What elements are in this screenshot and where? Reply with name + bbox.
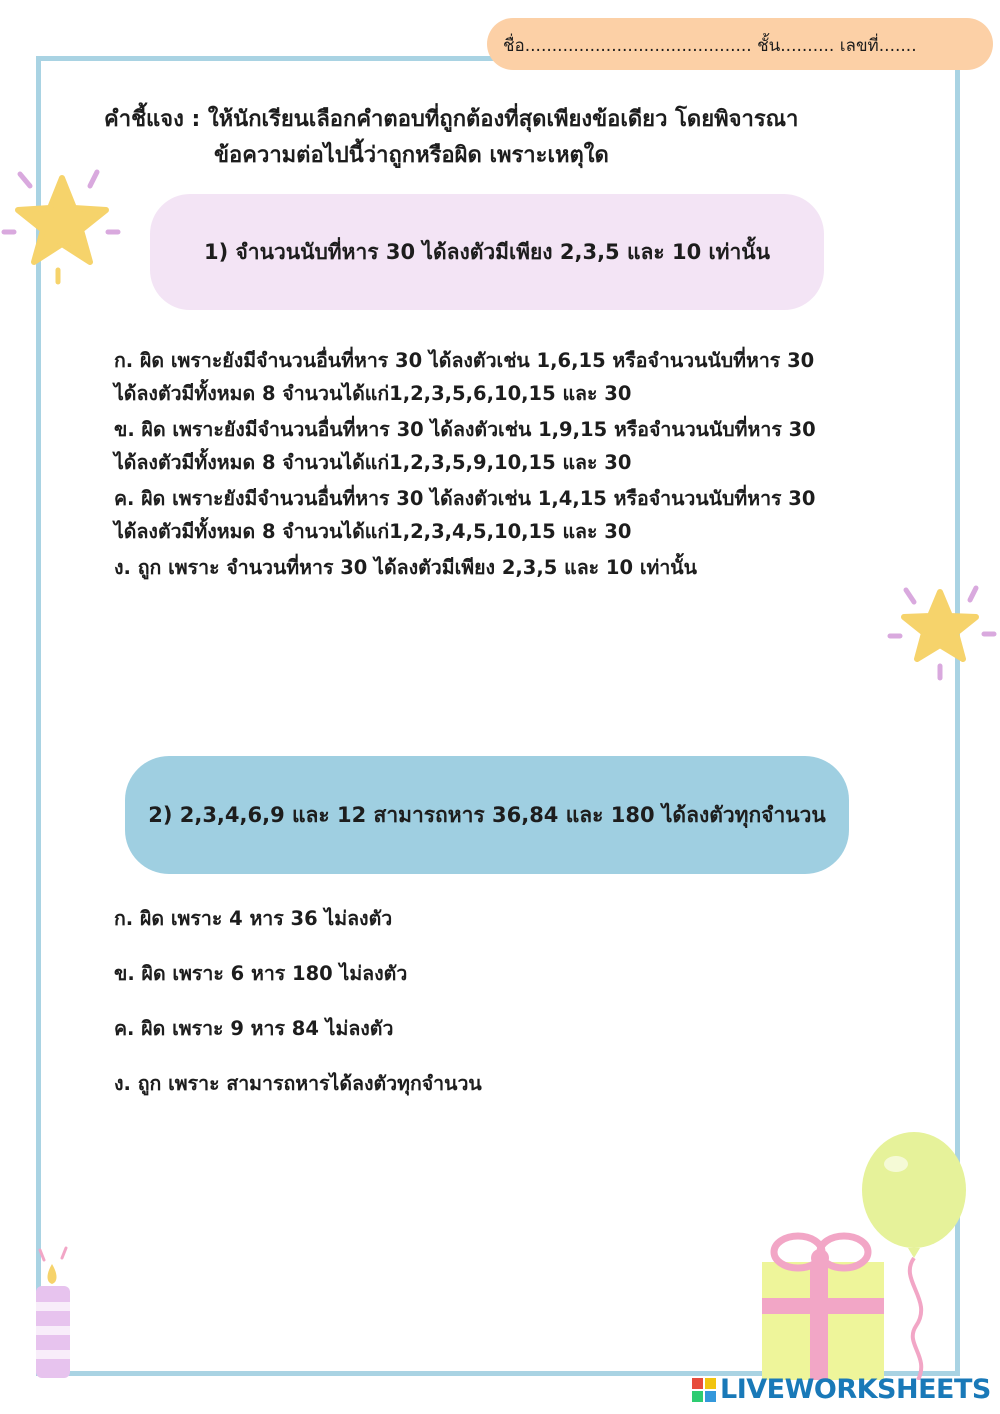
question-2-text: 2) 2,3,4,6,9 และ 12 สามารถหาร 36,84 และ 180 ได้ลงตัวทุกจำนวน [148,802,826,827]
question-1-choice-a[interactable] [114,344,894,410]
choice-text: ได้ลงตัวมีทั้งหมด 8 จำนวนได้แก่1,2,3,5,6,10,15 และ 30 [114,382,632,405]
instructions-line-2: ข้อความต่อไปนี้ว่าถูกหรือผิด เพราะเหตุใด [214,143,609,168]
question-2-choice-c[interactable]: ค. ผิด เพราะ 9 หาร 84 ไม่ลงตัว [114,1017,394,1040]
liveworksheets-logo-text: LIVEWORKSHEETS [720,1374,991,1405]
candle-decoration-icon [22,1244,92,1394]
liveworksheets-mark-icon [692,1378,716,1402]
choice-text: ก. ผิด เพราะยังมีจำนวนอื่นที่หาร 30 ได้ลงตัวเช่น 1,6,15 หรือจำนวนนับที่หาร 30 [114,349,815,372]
star-decoration-icon [0,166,130,291]
question-2-choice-d[interactable]: ง. ถูก เพราะ สามารถหารได้ลงตัวทุกจำนวน [114,1072,482,1095]
question-2-choice-b[interactable]: ข. ผิด เพราะ 6 หาร 180 ไม่ลงตัว [114,962,408,985]
question-1-choices [114,344,894,587]
star-decoration-icon [884,580,1000,686]
question-1-text: 1) จำนวนนับที่หาร 30 ได้ลงตัวมีเพียง 2,3,5 และ 10 เท่านั้น [203,239,771,264]
question-2-choice-a[interactable]: ก. ผิด เพราะ 4 หาร 36 ไม่ลงตัว [114,907,393,930]
student-info-text: ชื่อ.......................................... ชั้น.......... เลขที่....... [503,36,917,56]
choice-text: ค. ผิด เพราะยังมีจำนวนอื่นที่หาร 30 ได้ลงตัวเช่น 1,4,15 หรือจำนวนนับที่หาร 30 [114,487,816,510]
choice-text: ได้ลงตัวมีทั้งหมด 8 จำนวนได้แก่1,2,3,4,5,10,15 และ 30 [114,520,632,543]
question-1-choice-c[interactable] [114,482,894,548]
choice-text: ได้ลงตัวมีทั้งหมด 8 จำนวนได้แก่1,2,3,5,9,10,15 และ 30 [114,451,632,474]
student-info-field[interactable] [487,18,993,70]
gift-balloon-decoration-icon [748,1130,978,1380]
choice-text: ง. ถูก เพราะ จำนวนที่หาร 30 ได้ลงตัวมีเพียง 2,3,5 และ 10 เท่านั้น [114,556,697,579]
question-1-box [150,194,824,310]
liveworksheets-logo[interactable] [692,1374,991,1405]
question-2-box [125,756,849,874]
question-2-choices [114,902,874,1122]
question-1-choice-d[interactable] [114,551,894,584]
instructions [104,102,924,174]
choice-text: ข. ผิด เพราะยังมีจำนวนอื่นที่หาร 30 ได้ลงตัวเช่น 1,9,15 หรือจำนวนนับที่หาร 30 [114,418,816,441]
instructions-line-1: คำชี้แจง : ให้นักเรียนเลือกคำตอบที่ถูกต้องที่สุดเพียงข้อเดียว โดยพิจารณา [104,107,799,132]
question-1-choice-b[interactable] [114,413,894,479]
